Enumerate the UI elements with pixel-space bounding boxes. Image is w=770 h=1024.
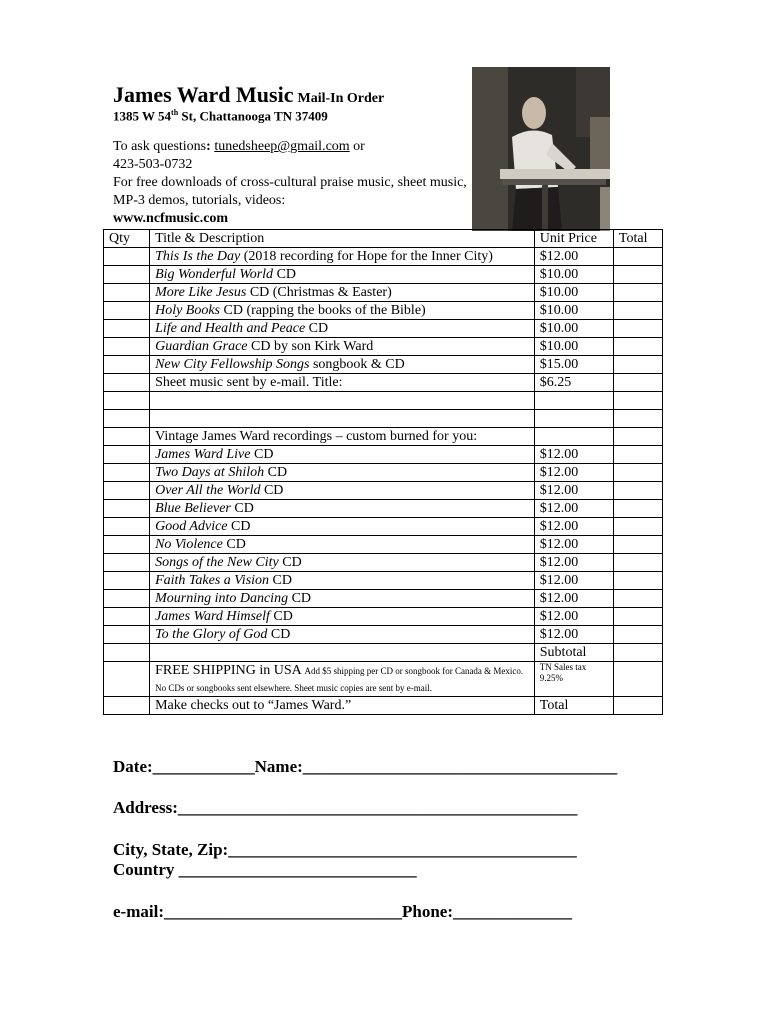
phone-field[interactable]: Phone:______________: [401, 902, 572, 921]
item-detail: CD: [267, 627, 291, 642]
item-detail: (2018 recording for Hope for the Inner City): [240, 249, 493, 264]
line-total-cell[interactable]: [613, 410, 662, 428]
line-total-cell[interactable]: [613, 248, 662, 266]
checks-payable-note: Make checks out to “James Ward.”: [150, 697, 535, 715]
qty-cell[interactable]: [104, 482, 150, 500]
item-detail: CD: [269, 573, 292, 588]
form-type: Mail-In Order: [297, 91, 385, 106]
blank-row: [104, 410, 663, 428]
unit-price-cell: $12.00: [534, 482, 613, 500]
item-title: New City Fellowship Songs: [155, 357, 310, 372]
shipping-details: Add $5 shipping per CD or songbook for Canada & Mexico. No CDs or songbooks sent elsewhere. Sheet music copies are sent by e-mail.: [155, 666, 524, 693]
unit-price-cell: $12.00: [534, 554, 613, 572]
item-title: James Ward Himself: [155, 609, 270, 624]
downloads-note: For free downloads of cross-cultural praise music, sheet music, MP-3 demos, tutorials, videos:: [113, 175, 467, 208]
table-row: [104, 518, 663, 536]
item-description: [150, 590, 535, 608]
subtotal-value-cell[interactable]: [613, 644, 662, 662]
line-total-cell: [613, 428, 662, 446]
address-field[interactable]: Address:_______________________________________________: [113, 798, 578, 817]
date-field[interactable]: Date:____________: [113, 757, 255, 776]
email-phone-line: [113, 902, 572, 922]
qty-cell[interactable]: [104, 392, 150, 410]
line-total-cell[interactable]: [613, 320, 662, 338]
table-row: [104, 284, 663, 302]
table-row: [104, 320, 663, 338]
qty-cell[interactable]: [104, 536, 150, 554]
item-description: [150, 572, 535, 590]
unit-price-cell: $12.00: [534, 248, 613, 266]
country-field[interactable]: Country ____________________________: [113, 860, 417, 879]
item-title: Big Wonderful World: [155, 267, 274, 282]
grand-total-row: [104, 697, 663, 715]
line-total-cell[interactable]: [613, 554, 662, 572]
unit-price-cell: $12.00: [534, 608, 613, 626]
line-total-cell[interactable]: [613, 338, 662, 356]
item-title: This Is the Day: [155, 249, 241, 264]
qty-header: Qty: [104, 230, 150, 248]
unit-price-cell: $10.00: [534, 338, 613, 356]
contact-info: To ask questions: tunedsheep@gmail.com or 423-503-0732 For free downloads of cross-cultural praise music, sheet music, MP-3 demos, tutorials, videos: www.ncfmusic.com: [113, 138, 473, 228]
item-description: [150, 356, 535, 374]
unit-price-cell: $12.00: [534, 446, 613, 464]
man-at-keyboard-image: [472, 67, 610, 231]
item-title: James Ward Live: [155, 447, 251, 462]
shipping-note: [150, 662, 535, 697]
item-description: [150, 608, 535, 626]
page-title: [113, 82, 384, 108]
grand-total-cell[interactable]: [613, 697, 662, 715]
qty-cell[interactable]: [104, 518, 150, 536]
date-name-line: [113, 757, 617, 777]
item-detail: Sheet music sent by e-mail. Title:: [155, 375, 343, 390]
item-description: [150, 464, 535, 482]
total-header: Total: [613, 230, 662, 248]
table-row: [104, 248, 663, 266]
line-total-cell[interactable]: [613, 302, 662, 320]
item-description: [150, 338, 535, 356]
line-total-cell[interactable]: [613, 266, 662, 284]
unit-price-cell: $10.00: [534, 320, 613, 338]
item-detail: CD (Christmas & Easter): [246, 285, 392, 300]
item-description: [150, 302, 535, 320]
qty-cell[interactable]: [104, 248, 150, 266]
qty-cell[interactable]: [104, 302, 150, 320]
table-header-row: [104, 230, 663, 248]
qty-cell[interactable]: [104, 572, 150, 590]
unit-price-cell: $15.00: [534, 356, 613, 374]
table-row: [104, 590, 663, 608]
unit-price-cell: $12.00: [534, 536, 613, 554]
qty-cell[interactable]: [104, 284, 150, 302]
item-title: To the Glory of God: [155, 627, 268, 642]
unit-price-cell: $12.00: [534, 572, 613, 590]
item-detail: CD: [222, 537, 246, 552]
item-title: Two Days at Shiloh: [155, 465, 265, 480]
table-row: [104, 536, 663, 554]
item-detail: CD: [278, 555, 302, 570]
qty-cell[interactable]: [104, 626, 150, 644]
line-total-cell[interactable]: [613, 446, 662, 464]
qty-cell[interactable]: [104, 356, 150, 374]
item-title: Faith Takes a Vision: [155, 573, 270, 588]
table-row: [104, 356, 663, 374]
unit-price-cell: $12.00: [534, 590, 613, 608]
email-field[interactable]: e-mail:____________________________: [113, 902, 402, 921]
table-row: [104, 608, 663, 626]
qty-cell[interactable]: [104, 320, 150, 338]
blank-price-cell: [534, 428, 613, 446]
unit-price-cell: $12.00: [534, 500, 613, 518]
item-detail: CD: [288, 591, 312, 606]
blank-description-cell[interactable]: [150, 392, 535, 410]
table-row: [104, 374, 663, 392]
item-description: [150, 518, 535, 536]
line-total-cell[interactable]: [613, 572, 662, 590]
item-title: No Violence: [155, 537, 223, 552]
tax-value-cell[interactable]: [613, 662, 662, 697]
item-description: [150, 320, 535, 338]
table-row: [104, 554, 663, 572]
qty-cell[interactable]: [104, 590, 150, 608]
blank-price-cell: [534, 410, 613, 428]
qty-cell[interactable]: [104, 446, 150, 464]
item-title: Over All the World: [155, 483, 261, 498]
unit-price-cell: $10.00: [534, 302, 613, 320]
item-title: Guardian Grace: [155, 339, 248, 354]
contact-phone: 423-503-0732: [113, 157, 193, 172]
table-row: [104, 266, 663, 284]
blank-price-cell: [534, 392, 613, 410]
line-total-cell[interactable]: [613, 626, 662, 644]
item-description: [150, 374, 535, 392]
item-detail: CD: [264, 465, 288, 480]
qty-cell: [104, 697, 150, 715]
unit-price-cell: $6.25: [534, 374, 613, 392]
item-detail: CD (rapping the books of the Bible): [220, 303, 426, 318]
table-row: [104, 446, 663, 464]
unit-price-cell: $10.00: [534, 266, 613, 284]
item-detail: CD: [230, 501, 254, 516]
line-total-cell[interactable]: [613, 284, 662, 302]
blank-description-cell: [150, 644, 535, 662]
item-description: [150, 482, 535, 500]
qty-cell: [104, 428, 150, 446]
line-total-cell[interactable]: [613, 464, 662, 482]
total-label: Total: [534, 697, 613, 715]
qty-cell[interactable]: [104, 266, 150, 284]
performer-photo: [472, 67, 610, 231]
description-header: Title & Description: [150, 230, 535, 248]
line-total-cell[interactable]: [613, 590, 662, 608]
sales-tax-label: TN Sales tax 9.25%: [534, 662, 613, 697]
website-link[interactable]: www.ncfmusic.com: [113, 211, 229, 226]
item-detail: CD: [250, 447, 274, 462]
unit-price-cell: $12.00: [534, 464, 613, 482]
line-total-cell[interactable]: [613, 356, 662, 374]
vintage-heading: Vintage James Ward recordings – custom burned for you:: [150, 428, 535, 446]
qty-cell[interactable]: [104, 500, 150, 518]
line-total-cell[interactable]: [613, 500, 662, 518]
table-row: [104, 482, 663, 500]
line-total-cell[interactable]: [613, 374, 662, 392]
item-title: More Like Jesus: [155, 285, 247, 300]
unit-price-cell: $10.00: [534, 284, 613, 302]
table-row: [104, 338, 663, 356]
qty-cell[interactable]: [104, 464, 150, 482]
item-description: [150, 626, 535, 644]
unit-price-cell: $12.00: [534, 518, 613, 536]
item-title: Songs of the New City: [155, 555, 279, 570]
line-total-cell[interactable]: [613, 608, 662, 626]
item-detail: CD: [273, 267, 297, 282]
line-total-cell[interactable]: [613, 536, 662, 554]
table-row: [104, 500, 663, 518]
item-description: [150, 536, 535, 554]
business-name: James Ward Music: [113, 82, 294, 107]
item-title: Good Advice: [155, 519, 228, 534]
item-description: [150, 500, 535, 518]
item-title: Blue Believer: [155, 501, 231, 516]
item-title: Life and Health and Peace: [155, 321, 306, 336]
item-description: [150, 266, 535, 284]
line-total-cell[interactable]: [613, 482, 662, 500]
table-row: [104, 464, 663, 482]
unit-price-cell: $12.00: [534, 626, 613, 644]
line-total-cell[interactable]: [613, 392, 662, 410]
item-detail: CD: [305, 321, 329, 336]
qty-cell[interactable]: [104, 608, 150, 626]
unit-price-header: Unit Price: [534, 230, 613, 248]
item-detail: CD by son Kirk Ward: [247, 339, 374, 354]
section-heading-row: [104, 428, 663, 446]
order-table: [103, 229, 663, 715]
blank-row: [104, 392, 663, 410]
item-description: [150, 446, 535, 464]
qty-cell[interactable]: [104, 410, 150, 428]
qty-cell: [104, 644, 150, 662]
item-detail: CD: [260, 483, 284, 498]
name-field[interactable]: Name:_____________________________________: [254, 757, 618, 776]
email-link[interactable]: tunedsheep@gmail.com: [214, 139, 350, 154]
free-shipping-label: FREE SHIPPING in USA: [155, 663, 301, 678]
qty-cell[interactable]: [104, 374, 150, 392]
city-state-zip-field[interactable]: City, State, Zip:_________________________________________: [113, 840, 577, 859]
qty-cell: [104, 662, 150, 697]
item-description: [150, 284, 535, 302]
subtotal-label: Subtotal: [534, 644, 613, 662]
table-row: [104, 572, 663, 590]
qty-cell[interactable]: [104, 338, 150, 356]
subtotal-row: [104, 644, 663, 662]
item-description: [150, 554, 535, 572]
blank-description-cell[interactable]: [150, 410, 535, 428]
line-total-cell[interactable]: [613, 518, 662, 536]
item-title: Holy Books: [155, 303, 221, 318]
business-address: 1385 W 54th St, Chattanooga TN 37409: [113, 108, 328, 124]
table-row: [104, 302, 663, 320]
qty-cell[interactable]: [104, 554, 150, 572]
item-detail: songbook & CD: [309, 357, 405, 372]
shipping-tax-row: [104, 662, 663, 697]
item-description: [150, 248, 535, 266]
item-detail: CD: [227, 519, 251, 534]
table-row: [104, 626, 663, 644]
item-title: Mourning into Dancing: [155, 591, 289, 606]
item-detail: CD: [269, 609, 293, 624]
